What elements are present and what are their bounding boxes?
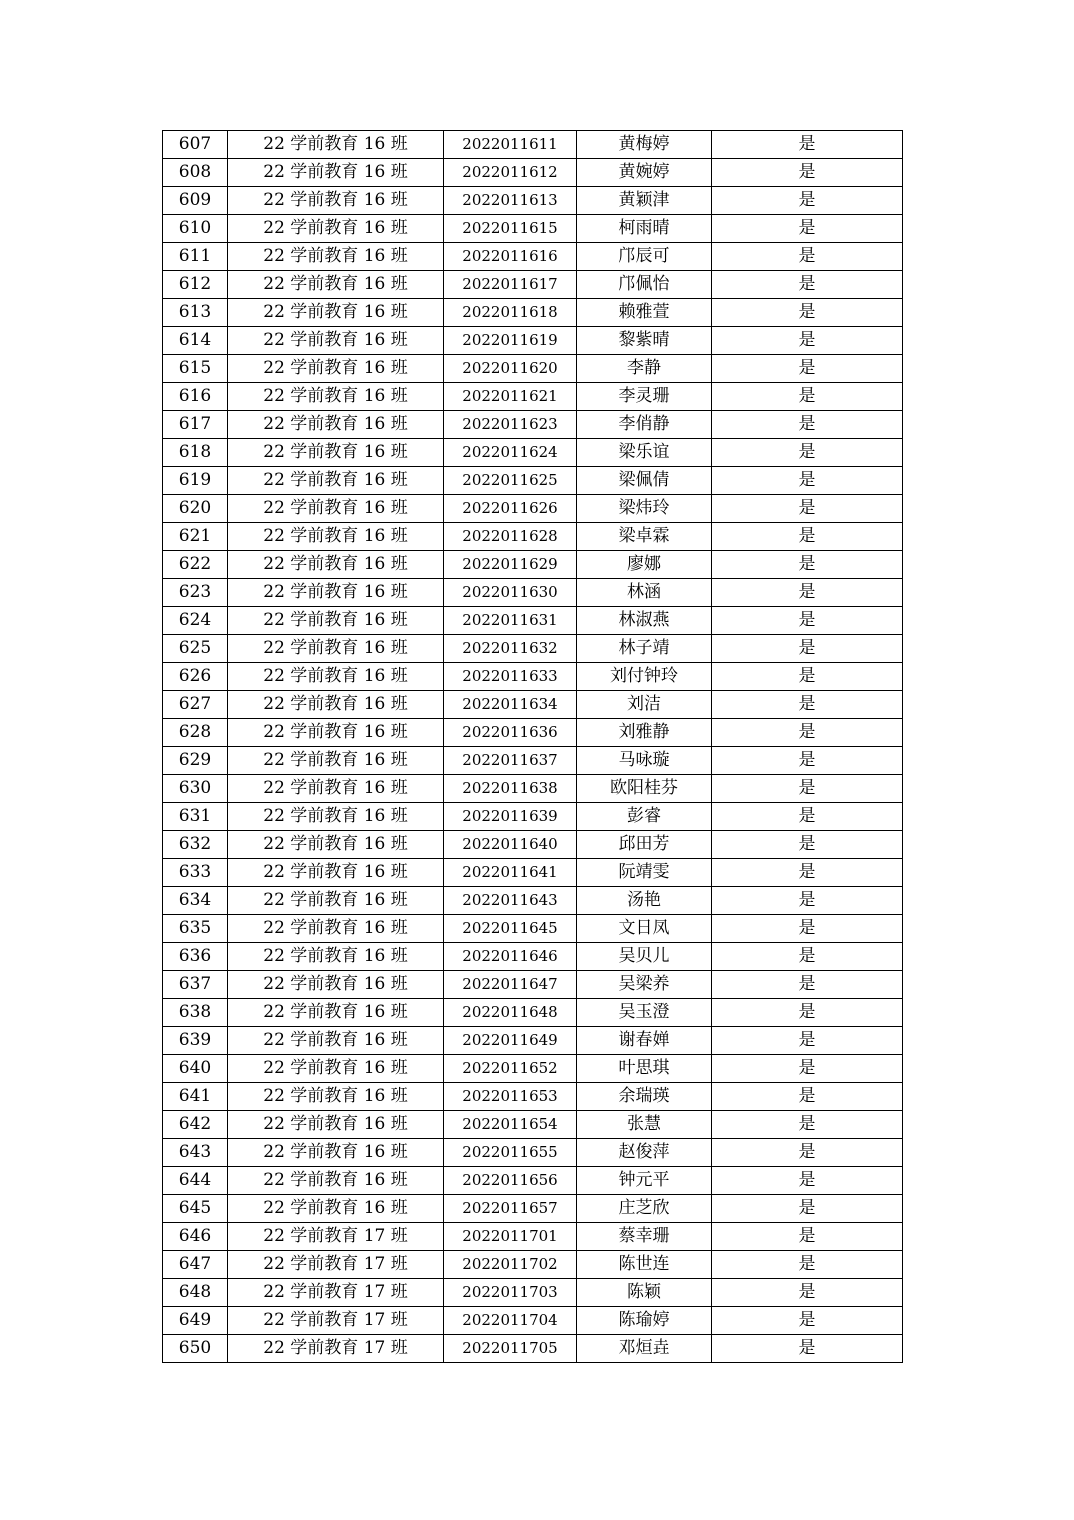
class-name: 22 学前教育 16 班	[228, 271, 444, 299]
class-name: 22 学前教育 16 班	[228, 635, 444, 663]
status-value: 是	[712, 579, 903, 607]
student-name: 余瑞瑛	[577, 1083, 712, 1111]
status-value: 是	[712, 1167, 903, 1195]
class-name: 22 学前教育 16 班	[228, 775, 444, 803]
row-number: 607	[163, 131, 228, 159]
row-number: 640	[163, 1055, 228, 1083]
student-id: 2022011657	[444, 1195, 577, 1223]
class-name: 22 学前教育 16 班	[228, 971, 444, 999]
row-number: 631	[163, 803, 228, 831]
student-id: 2022011629	[444, 551, 577, 579]
student-id: 2022011619	[444, 327, 577, 355]
student-name: 林涵	[577, 579, 712, 607]
row-number: 613	[163, 299, 228, 327]
row-number: 623	[163, 579, 228, 607]
class-name: 22 学前教育 17 班	[228, 1279, 444, 1307]
row-number: 646	[163, 1223, 228, 1251]
student-name: 林淑燕	[577, 607, 712, 635]
student-id: 2022011648	[444, 999, 577, 1027]
table-row	[163, 187, 903, 215]
student-name: 刘付钟玲	[577, 663, 712, 691]
student-id: 2022011632	[444, 635, 577, 663]
status-value: 是	[712, 215, 903, 243]
row-number: 617	[163, 411, 228, 439]
status-value: 是	[712, 131, 903, 159]
row-number: 627	[163, 691, 228, 719]
row-number: 636	[163, 943, 228, 971]
student-id: 2022011637	[444, 747, 577, 775]
class-name: 22 学前教育 16 班	[228, 495, 444, 523]
student-name: 黄梅婷	[577, 131, 712, 159]
status-value: 是	[712, 523, 903, 551]
class-name: 22 学前教育 17 班	[228, 1307, 444, 1335]
student-id: 2022011633	[444, 663, 577, 691]
status-value: 是	[712, 691, 903, 719]
student-id: 2022011705	[444, 1335, 577, 1363]
table-row	[163, 327, 903, 355]
class-name: 22 学前教育 16 班	[228, 859, 444, 887]
table-row	[163, 803, 903, 831]
table-row	[163, 859, 903, 887]
class-name: 22 学前教育 16 班	[228, 1111, 444, 1139]
student-id: 2022011640	[444, 831, 577, 859]
class-name: 22 学前教育 16 班	[228, 299, 444, 327]
student-id: 2022011647	[444, 971, 577, 999]
class-name: 22 学前教育 16 班	[228, 607, 444, 635]
student-name: 陈世连	[577, 1251, 712, 1279]
table-row	[163, 579, 903, 607]
student-id: 2022011630	[444, 579, 577, 607]
status-value: 是	[712, 1027, 903, 1055]
student-name: 谢春婵	[577, 1027, 712, 1055]
roster-body	[163, 131, 903, 1363]
table-row	[163, 1167, 903, 1195]
table-row	[163, 439, 903, 467]
status-value: 是	[712, 327, 903, 355]
class-name: 22 学前教育 16 班	[228, 887, 444, 915]
table-row	[163, 635, 903, 663]
status-value: 是	[712, 747, 903, 775]
student-name: 邝佩怡	[577, 271, 712, 299]
student-name: 柯雨晴	[577, 215, 712, 243]
status-value: 是	[712, 1335, 903, 1363]
row-number: 633	[163, 859, 228, 887]
row-number: 620	[163, 495, 228, 523]
class-name: 22 学前教育 16 班	[228, 943, 444, 971]
status-value: 是	[712, 243, 903, 271]
table-row	[163, 355, 903, 383]
table-row	[163, 243, 903, 271]
status-value: 是	[712, 803, 903, 831]
student-id: 2022011702	[444, 1251, 577, 1279]
table-row	[163, 1307, 903, 1335]
table-row	[163, 775, 903, 803]
table-row	[163, 1111, 903, 1139]
student-name: 文日凤	[577, 915, 712, 943]
student-name: 梁乐谊	[577, 439, 712, 467]
table-row	[163, 1279, 903, 1307]
student-id: 2022011624	[444, 439, 577, 467]
student-name: 李静	[577, 355, 712, 383]
class-name: 22 学前教育 16 班	[228, 747, 444, 775]
status-value: 是	[712, 1307, 903, 1335]
row-number: 621	[163, 523, 228, 551]
status-value: 是	[712, 971, 903, 999]
table-row	[163, 159, 903, 187]
student-id: 2022011641	[444, 859, 577, 887]
table-row	[163, 1055, 903, 1083]
status-value: 是	[712, 411, 903, 439]
status-value: 是	[712, 159, 903, 187]
status-value: 是	[712, 719, 903, 747]
status-value: 是	[712, 635, 903, 663]
student-name: 李俏静	[577, 411, 712, 439]
row-number: 626	[163, 663, 228, 691]
student-id: 2022011701	[444, 1223, 577, 1251]
table-row	[163, 551, 903, 579]
table-row	[163, 271, 903, 299]
row-number: 608	[163, 159, 228, 187]
status-value: 是	[712, 299, 903, 327]
student-id: 2022011621	[444, 383, 577, 411]
class-name: 22 学前教育 16 班	[228, 803, 444, 831]
row-number: 642	[163, 1111, 228, 1139]
student-id: 2022011649	[444, 1027, 577, 1055]
status-value: 是	[712, 775, 903, 803]
class-name: 22 学前教育 16 班	[228, 411, 444, 439]
table-row	[163, 747, 903, 775]
class-name: 22 学前教育 16 班	[228, 1195, 444, 1223]
class-name: 22 学前教育 16 班	[228, 1167, 444, 1195]
class-name: 22 学前教育 16 班	[228, 915, 444, 943]
student-name: 邝辰可	[577, 243, 712, 271]
student-name: 赖雅萱	[577, 299, 712, 327]
student-name: 林子靖	[577, 635, 712, 663]
class-name: 22 学前教育 16 班	[228, 1055, 444, 1083]
status-value: 是	[712, 887, 903, 915]
student-id: 2022011654	[444, 1111, 577, 1139]
student-name: 黄颖津	[577, 187, 712, 215]
student-id: 2022011646	[444, 943, 577, 971]
class-name: 22 学前教育 16 班	[228, 551, 444, 579]
student-id: 2022011617	[444, 271, 577, 299]
table-row	[163, 887, 903, 915]
student-name: 黎紫晴	[577, 327, 712, 355]
student-id: 2022011652	[444, 1055, 577, 1083]
status-value: 是	[712, 271, 903, 299]
status-value: 是	[712, 915, 903, 943]
status-value: 是	[712, 999, 903, 1027]
class-name: 22 学前教育 16 班	[228, 691, 444, 719]
student-name: 彭睿	[577, 803, 712, 831]
status-value: 是	[712, 607, 903, 635]
class-name: 22 学前教育 16 班	[228, 187, 444, 215]
table-row	[163, 495, 903, 523]
row-number: 629	[163, 747, 228, 775]
class-name: 22 学前教育 16 班	[228, 243, 444, 271]
status-value: 是	[712, 467, 903, 495]
student-id: 2022011612	[444, 159, 577, 187]
student-id: 2022011634	[444, 691, 577, 719]
student-name: 叶思琪	[577, 1055, 712, 1083]
student-name: 马咏璇	[577, 747, 712, 775]
status-value: 是	[712, 1223, 903, 1251]
student-name: 黄婉婷	[577, 159, 712, 187]
status-value: 是	[712, 831, 903, 859]
row-number: 632	[163, 831, 228, 859]
student-name: 赵俊萍	[577, 1139, 712, 1167]
status-value: 是	[712, 943, 903, 971]
table-row	[163, 467, 903, 495]
student-name: 邱田芳	[577, 831, 712, 859]
table-row	[163, 943, 903, 971]
class-name: 22 学前教育 16 班	[228, 439, 444, 467]
student-roster-table	[162, 130, 903, 1363]
student-id: 2022011625	[444, 467, 577, 495]
student-id: 2022011626	[444, 495, 577, 523]
status-value: 是	[712, 663, 903, 691]
table-row	[163, 1083, 903, 1111]
student-id: 2022011628	[444, 523, 577, 551]
table-row	[163, 411, 903, 439]
row-number: 622	[163, 551, 228, 579]
table-row	[163, 215, 903, 243]
table-row	[163, 299, 903, 327]
class-name: 22 学前教育 16 班	[228, 831, 444, 859]
student-id: 2022011618	[444, 299, 577, 327]
class-name: 22 学前教育 16 班	[228, 1027, 444, 1055]
status-value: 是	[712, 1251, 903, 1279]
table-row	[163, 523, 903, 551]
student-name: 蔡幸珊	[577, 1223, 712, 1251]
table-row	[163, 971, 903, 999]
status-value: 是	[712, 1083, 903, 1111]
class-name: 22 学前教育 16 班	[228, 579, 444, 607]
table-row	[163, 1335, 903, 1363]
student-id: 2022011620	[444, 355, 577, 383]
student-name: 吴玉澄	[577, 999, 712, 1027]
status-value: 是	[712, 439, 903, 467]
row-number: 628	[163, 719, 228, 747]
student-name: 梁卓霖	[577, 523, 712, 551]
student-name: 庄芝欣	[577, 1195, 712, 1223]
row-number: 637	[163, 971, 228, 999]
table-row	[163, 1139, 903, 1167]
student-id: 2022011616	[444, 243, 577, 271]
class-name: 22 学前教育 16 班	[228, 159, 444, 187]
table-row	[163, 915, 903, 943]
row-number: 649	[163, 1307, 228, 1335]
class-name: 22 学前教育 17 班	[228, 1335, 444, 1363]
class-name: 22 学前教育 16 班	[228, 215, 444, 243]
student-name: 吴梁养	[577, 971, 712, 999]
student-id: 2022011656	[444, 1167, 577, 1195]
row-number: 614	[163, 327, 228, 355]
table-row	[163, 1195, 903, 1223]
student-id: 2022011704	[444, 1307, 577, 1335]
class-name: 22 学前教育 16 班	[228, 327, 444, 355]
row-number: 630	[163, 775, 228, 803]
table-row	[163, 1027, 903, 1055]
class-name: 22 学前教育 16 班	[228, 131, 444, 159]
status-value: 是	[712, 187, 903, 215]
row-number: 639	[163, 1027, 228, 1055]
status-value: 是	[712, 1139, 903, 1167]
student-name: 欧阳桂芬	[577, 775, 712, 803]
student-name: 邓烜垚	[577, 1335, 712, 1363]
student-name: 廖娜	[577, 551, 712, 579]
status-value: 是	[712, 1195, 903, 1223]
row-number: 612	[163, 271, 228, 299]
student-name: 陈瑜婷	[577, 1307, 712, 1335]
table-row	[163, 131, 903, 159]
row-number: 611	[163, 243, 228, 271]
status-value: 是	[712, 355, 903, 383]
status-value: 是	[712, 1111, 903, 1139]
student-id: 2022011643	[444, 887, 577, 915]
row-number: 634	[163, 887, 228, 915]
table-row	[163, 607, 903, 635]
student-name: 钟元平	[577, 1167, 712, 1195]
class-name: 22 学前教育 16 班	[228, 1083, 444, 1111]
status-value: 是	[712, 1055, 903, 1083]
row-number: 624	[163, 607, 228, 635]
class-name: 22 学前教育 16 班	[228, 719, 444, 747]
class-name: 22 学前教育 16 班	[228, 663, 444, 691]
student-id: 2022011645	[444, 915, 577, 943]
status-value: 是	[712, 1279, 903, 1307]
row-number: 635	[163, 915, 228, 943]
student-name: 李灵珊	[577, 383, 712, 411]
row-number: 648	[163, 1279, 228, 1307]
class-name: 22 学前教育 16 班	[228, 523, 444, 551]
class-name: 22 学前教育 17 班	[228, 1251, 444, 1279]
status-value: 是	[712, 495, 903, 523]
row-number: 625	[163, 635, 228, 663]
table-row	[163, 1223, 903, 1251]
row-number: 619	[163, 467, 228, 495]
row-number: 641	[163, 1083, 228, 1111]
class-name: 22 学前教育 16 班	[228, 383, 444, 411]
student-id: 2022011636	[444, 719, 577, 747]
student-name: 刘雅静	[577, 719, 712, 747]
student-id: 2022011655	[444, 1139, 577, 1167]
student-name: 梁佩倩	[577, 467, 712, 495]
table-row	[163, 691, 903, 719]
table-row	[163, 1251, 903, 1279]
status-value: 是	[712, 859, 903, 887]
class-name: 22 学前教育 16 班	[228, 1139, 444, 1167]
student-name: 阮靖雯	[577, 859, 712, 887]
row-number: 644	[163, 1167, 228, 1195]
class-name: 22 学前教育 16 班	[228, 467, 444, 495]
student-id: 2022011631	[444, 607, 577, 635]
student-name: 刘洁	[577, 691, 712, 719]
table-row	[163, 999, 903, 1027]
row-number: 618	[163, 439, 228, 467]
status-value: 是	[712, 383, 903, 411]
student-name: 梁炜玲	[577, 495, 712, 523]
row-number: 609	[163, 187, 228, 215]
student-id: 2022011703	[444, 1279, 577, 1307]
student-id: 2022011623	[444, 411, 577, 439]
student-name: 汤艳	[577, 887, 712, 915]
student-id: 2022011639	[444, 803, 577, 831]
table-row	[163, 831, 903, 859]
student-name: 吴贝儿	[577, 943, 712, 971]
table-row	[163, 663, 903, 691]
student-id: 2022011611	[444, 131, 577, 159]
student-id: 2022011638	[444, 775, 577, 803]
class-name: 22 学前教育 17 班	[228, 1223, 444, 1251]
student-id: 2022011615	[444, 215, 577, 243]
student-name: 陈颖	[577, 1279, 712, 1307]
row-number: 643	[163, 1139, 228, 1167]
student-name: 张慧	[577, 1111, 712, 1139]
row-number: 645	[163, 1195, 228, 1223]
table-row	[163, 383, 903, 411]
row-number: 610	[163, 215, 228, 243]
row-number: 650	[163, 1335, 228, 1363]
student-id: 2022011613	[444, 187, 577, 215]
row-number: 615	[163, 355, 228, 383]
class-name: 22 学前教育 16 班	[228, 999, 444, 1027]
row-number: 638	[163, 999, 228, 1027]
class-name: 22 学前教育 16 班	[228, 355, 444, 383]
row-number: 616	[163, 383, 228, 411]
table-row	[163, 719, 903, 747]
student-id: 2022011653	[444, 1083, 577, 1111]
row-number: 647	[163, 1251, 228, 1279]
status-value: 是	[712, 551, 903, 579]
